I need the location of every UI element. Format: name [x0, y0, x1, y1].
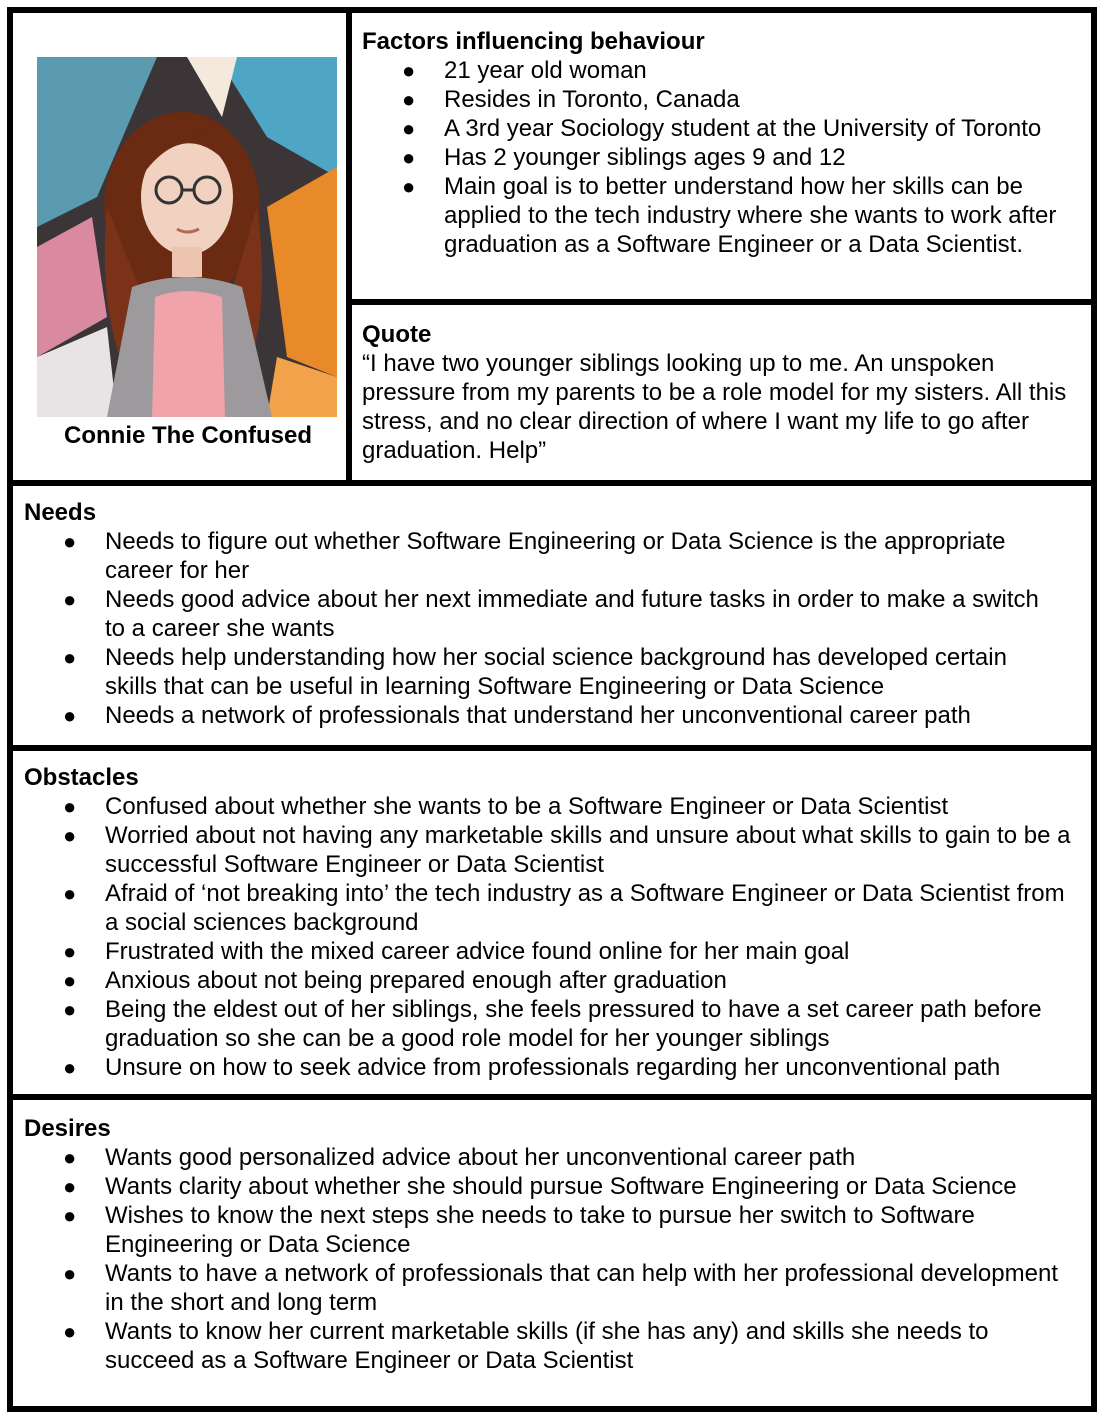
obstacles-item-text: Frustrated with the mixed career advice found online for her main goal: [105, 938, 850, 965]
bullet-icon: ●: [63, 968, 77, 993]
bullet-icon: ●: [63, 939, 77, 964]
obstacles-item-text: Anxious about not being prepared enough after graduation: [105, 967, 727, 994]
persona-photo-cell: [13, 13, 346, 480]
obstacles-section: [13, 763, 1091, 1094]
needs-list: [63, 527, 1061, 730]
bullet-icon: ●: [63, 823, 77, 848]
bullet-icon: ●: [63, 1261, 77, 1286]
desires-item: [63, 1259, 1061, 1317]
bullet-icon: ●: [63, 1174, 77, 1199]
bullet-icon: ●: [63, 794, 77, 819]
quote-text: “I have two younger siblings looking up to me. An unspoken pressure from my parents to be a role model for my sisters. All this stress, and no clear direction of where I want my life to go after graduation. Help”: [362, 350, 1067, 464]
obstacles-divider: [13, 1094, 1091, 1100]
bullet-icon: ●: [63, 587, 77, 612]
factors-heading: Factors influencing behaviour: [362, 28, 705, 55]
needs-item-text: Needs good advice about her next immediate and future tasks in order to make a switch to a career she wants: [105, 586, 1039, 642]
factors-quote-divider: [352, 299, 1091, 305]
factors-item-text: 21 year old woman: [444, 57, 647, 84]
desires-heading: Desires: [24, 1115, 111, 1142]
factors-item-text: A 3rd year Sociology student at the University of Toronto: [444, 115, 1042, 142]
obstacles-heading: Obstacles: [24, 764, 139, 791]
bullet-icon: ●: [402, 116, 416, 141]
bullet-icon: ●: [402, 58, 416, 83]
bullet-icon: ●: [63, 881, 77, 906]
obstacles-list: [63, 792, 1071, 1082]
desires-item: [63, 1317, 1061, 1375]
obstacles-item-text: Unsure on how to seek advice from professionals regarding her unconventional path: [105, 1054, 1001, 1081]
persona-name: Connie The Confused: [64, 422, 312, 449]
obstacles-item: [63, 879, 1071, 937]
obstacles-item: [63, 995, 1071, 1053]
factors-item: [402, 143, 1087, 172]
quote-section: [352, 320, 1087, 480]
needs-divider: [13, 745, 1091, 751]
persona-card: [7, 7, 1097, 1412]
factors-item: [402, 114, 1087, 143]
factors-list: [402, 56, 1087, 259]
obstacles-item: [63, 966, 1071, 995]
factors-item-text: Main goal is to better understand how her skills can be applied to the tech industry where she wants to work after graduation as a Software Engineer or a Data Scientist.: [444, 173, 1057, 258]
factors-item: [402, 172, 1087, 259]
bullet-icon: ●: [63, 1319, 77, 1344]
portrait-photo: [37, 57, 337, 417]
bullet-icon: ●: [402, 87, 416, 112]
obstacles-item: [63, 937, 1071, 966]
needs-heading: Needs: [24, 499, 97, 526]
needs-item-text: Needs to figure out whether Software Engineering or Data Science is the appropriate career for her: [105, 528, 1006, 584]
needs-item: [63, 585, 1061, 643]
bullet-icon: ●: [63, 997, 77, 1022]
needs-item-text: Needs help understanding how her social science background has developed certain skills that can be useful in learning Software Engineering or Data Science: [105, 644, 1007, 700]
obstacles-item: [63, 821, 1071, 879]
portrait-illustration: [37, 57, 337, 417]
desires-item-text: Wants to have a network of professionals that can help with her professional development in the short and long term: [105, 1260, 1058, 1316]
desires-section: [13, 1114, 1091, 1404]
bullet-icon: ●: [63, 703, 77, 728]
factors-item-text: Resides in Toronto, Canada: [444, 86, 740, 113]
bullet-icon: ●: [63, 529, 77, 554]
desires-item-text: Wants good personalized advice about her unconventional career path: [105, 1144, 856, 1171]
obstacles-item: [63, 792, 1071, 821]
obstacles-item: [63, 1053, 1071, 1082]
quote-heading: Quote: [362, 321, 432, 348]
factors-item: [402, 85, 1087, 114]
obstacles-item-text: Confused about whether she wants to be a Software Engineer or Data Scientist: [105, 793, 949, 820]
factors-item-text: Has 2 younger siblings ages 9 and 12: [444, 144, 846, 171]
bullet-icon: ●: [63, 1055, 77, 1080]
bullet-icon: ●: [63, 645, 77, 670]
desires-list: [63, 1143, 1061, 1375]
desires-item: [63, 1201, 1061, 1259]
needs-item: [63, 643, 1061, 701]
factors-item: [402, 56, 1087, 85]
obstacles-item-text: Worried about not having any marketable skills and unsure about what skills to gain to be a successful Software Engineer or Data Scientist: [105, 822, 1071, 878]
obstacles-item-text: Being the eldest out of her siblings, she feels pressured to have a set career path before graduation so she can be a good role model for her younger siblings: [105, 996, 1042, 1052]
factors-section: [352, 27, 1087, 299]
needs-item: [63, 701, 1061, 730]
needs-section: [13, 498, 1091, 745]
needs-item: [63, 527, 1061, 585]
bullet-icon: ●: [402, 174, 416, 199]
desires-item: [63, 1143, 1061, 1172]
desires-item-text: Wants to know her current marketable skills (if she has any) and skills she needs to succeed as a Software Engineer or Data Scientist: [105, 1318, 989, 1374]
bullet-icon: ●: [63, 1203, 77, 1228]
top-section-divider: [13, 480, 1091, 486]
desires-item-text: Wishes to know the next steps she needs to take to pursue her switch to Software Engineering or Data Science: [105, 1202, 975, 1258]
bullet-icon: ●: [63, 1145, 77, 1170]
desires-item: [63, 1172, 1061, 1201]
bullet-icon: ●: [402, 145, 416, 170]
obstacles-item-text: Afraid of ‘not breaking into’ the tech industry as a Software Engineer or Data Scientist from a social sciences background: [105, 880, 1065, 936]
desires-item-text: Wants clarity about whether she should pursue Software Engineering or Data Science: [105, 1173, 1017, 1200]
needs-item-text: Needs a network of professionals that understand her unconventional career path: [105, 702, 971, 729]
